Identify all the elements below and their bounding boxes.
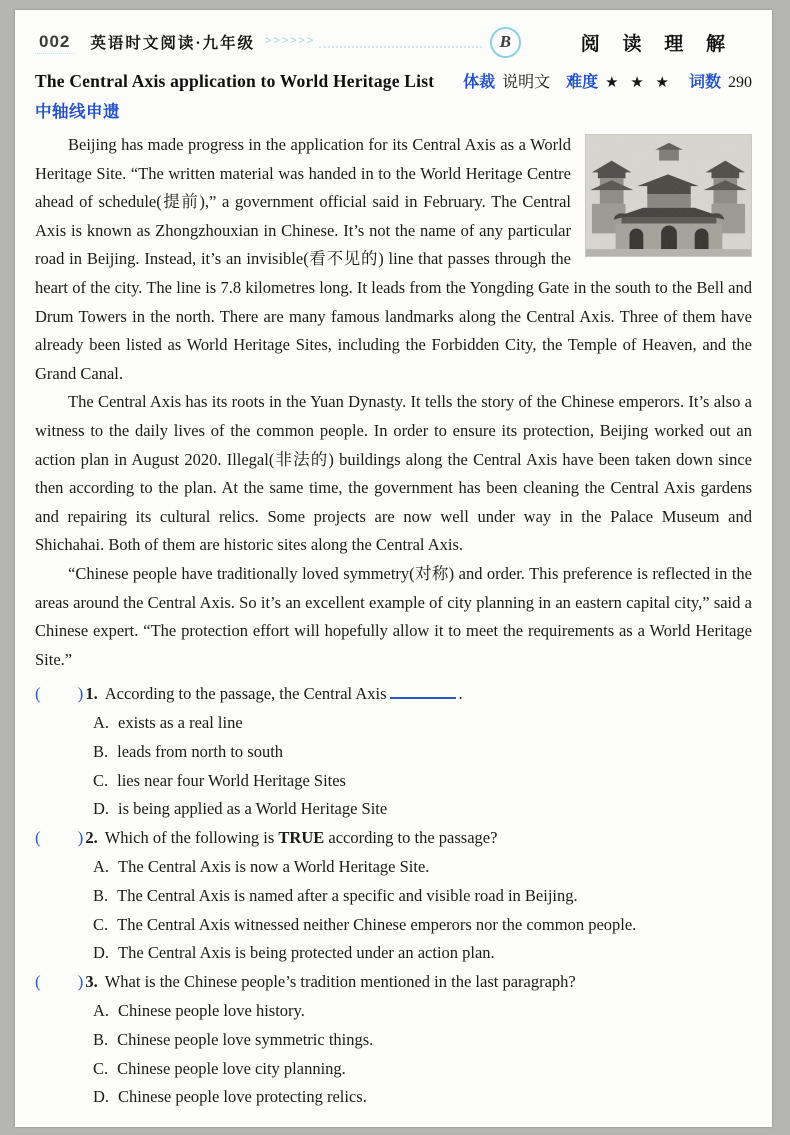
article-title-row xyxy=(35,69,752,92)
reading-passage xyxy=(35,131,752,674)
central-axis-photo xyxy=(585,134,752,257)
article-meta xyxy=(463,69,752,92)
question-3 xyxy=(35,968,752,1112)
logo-badge xyxy=(490,27,521,58)
article-subtitle-zh: 中轴线申遗 xyxy=(35,103,120,121)
option-c: C. lies near four World Heritage Sites xyxy=(93,770,346,790)
passage-paragraph: The Central Axis has its roots in the Yuan Dynasty. It tells the story of the Chinese emperors. It’s also a witness to the daily lives of the common people. In order to ensure its protection, Beijing worked out an action plan in August 2020. Illegal(非法的) buildings along the Central Axis have been taken down since then according to the plan. At the same time, the government has been cleaning the Central Axis gardens and repairing its cultural relics. Some projects are now well under way in the Palace Museum and Shichahai. Both of them are historic sites along the Central Axis. xyxy=(35,392,752,555)
option-a: A. exists as a real line xyxy=(93,713,243,733)
answer-paren[interactable]: ( ) xyxy=(35,828,84,848)
logo-letter: B xyxy=(499,32,511,51)
option-c: C. The Central Axis witnessed neither Chinese emperors nor the common people. xyxy=(93,914,637,934)
book-page xyxy=(15,10,772,1127)
option-d: D. Chinese people love protecting relics. xyxy=(93,1087,367,1107)
comprehension-questions xyxy=(35,680,752,1112)
question-number: 3. xyxy=(85,972,98,992)
difficulty-label: 难度 xyxy=(566,74,599,91)
page-header xyxy=(35,22,752,62)
genre-label: 体裁 xyxy=(463,74,496,91)
page-number: 002 xyxy=(35,31,74,54)
answer-blank[interactable] xyxy=(390,685,456,699)
option-d: D. The Central Axis is being protected under an action plan. xyxy=(93,943,495,963)
option-c: C. Chinese people love city planning. xyxy=(93,1058,346,1078)
option-b: B. The Central Axis is named after a specific and visible road in Beijing. xyxy=(93,885,578,905)
question-1 xyxy=(35,680,752,824)
passage-paragraph: Beijing has made progress in the application for its Central Axis as a World Heritage Site. “The written material was handed in to the World Heritage Centre ahead of schedule(提前),” a government official said in February. The Central Axis is known as Zhongzhouxian in Chinese. It’s not the name of any particular road in Beijing. Instead, it’s an invisible(看不见的) line that passes through the heart of the city. The line is 7.8 kilometres long. It leads from the Yongding Gate in the south to the Bell and Drum Towers in the north. There are many famous landmarks along the Central Axis. Three of them have already been listed as World Heritage Sites, including the Forbidden City, the Temple of Heaven, and the Grand Canal. xyxy=(35,135,752,383)
difficulty-stars: ★ ★ ★ xyxy=(605,75,673,91)
option-b: B. leads from north to south xyxy=(93,741,284,761)
section-title: 阅 读 理 解 xyxy=(580,33,734,55)
word-count-label: 词数 xyxy=(688,74,721,91)
option-b: B. Chinese people love symmetric things. xyxy=(93,1029,374,1049)
article-title: The Central Axis application to World Heritage List xyxy=(35,71,435,91)
word-count-value: 290 xyxy=(728,74,752,91)
chevrons-icon: >>>>>> xyxy=(265,32,316,47)
header-dotted-line xyxy=(319,46,482,48)
answer-paren[interactable]: ( ) xyxy=(35,684,84,704)
option-d: D. is being applied as a World Heritage Site xyxy=(93,799,388,819)
series-title: 英语时文阅读·九年级 xyxy=(90,35,256,52)
option-a: A. Chinese people love history. xyxy=(93,1001,305,1021)
question-stem: ( ) 3. What is the Chinese people’s tradition mentioned in the last paragraph? xyxy=(35,968,752,997)
question-number: 1. xyxy=(85,684,98,704)
question-stem: ( ) 2. Which of the following is TRUE according to the passage? xyxy=(35,824,752,853)
question-stem: ( ) 1. According to the passage, the Central Axis . xyxy=(35,680,752,709)
question-2 xyxy=(35,824,752,968)
option-a: A. The Central Axis is now a World Heritage Site. xyxy=(93,857,430,877)
answer-paren[interactable]: ( ) xyxy=(35,972,84,992)
question-number: 2. xyxy=(85,828,98,848)
genre-value: 说明文 xyxy=(502,74,551,91)
passage-paragraph: “Chinese people have traditionally loved symmetry(对称) and order. This preference is reflected in the areas around the Central Axis. So it’s an excellent example of city planning in an eastern capital city,” said a Chinese expert. “The protection effort will hopefully allow it to meet the requirements as a World Heritage Site.” xyxy=(35,563,752,669)
